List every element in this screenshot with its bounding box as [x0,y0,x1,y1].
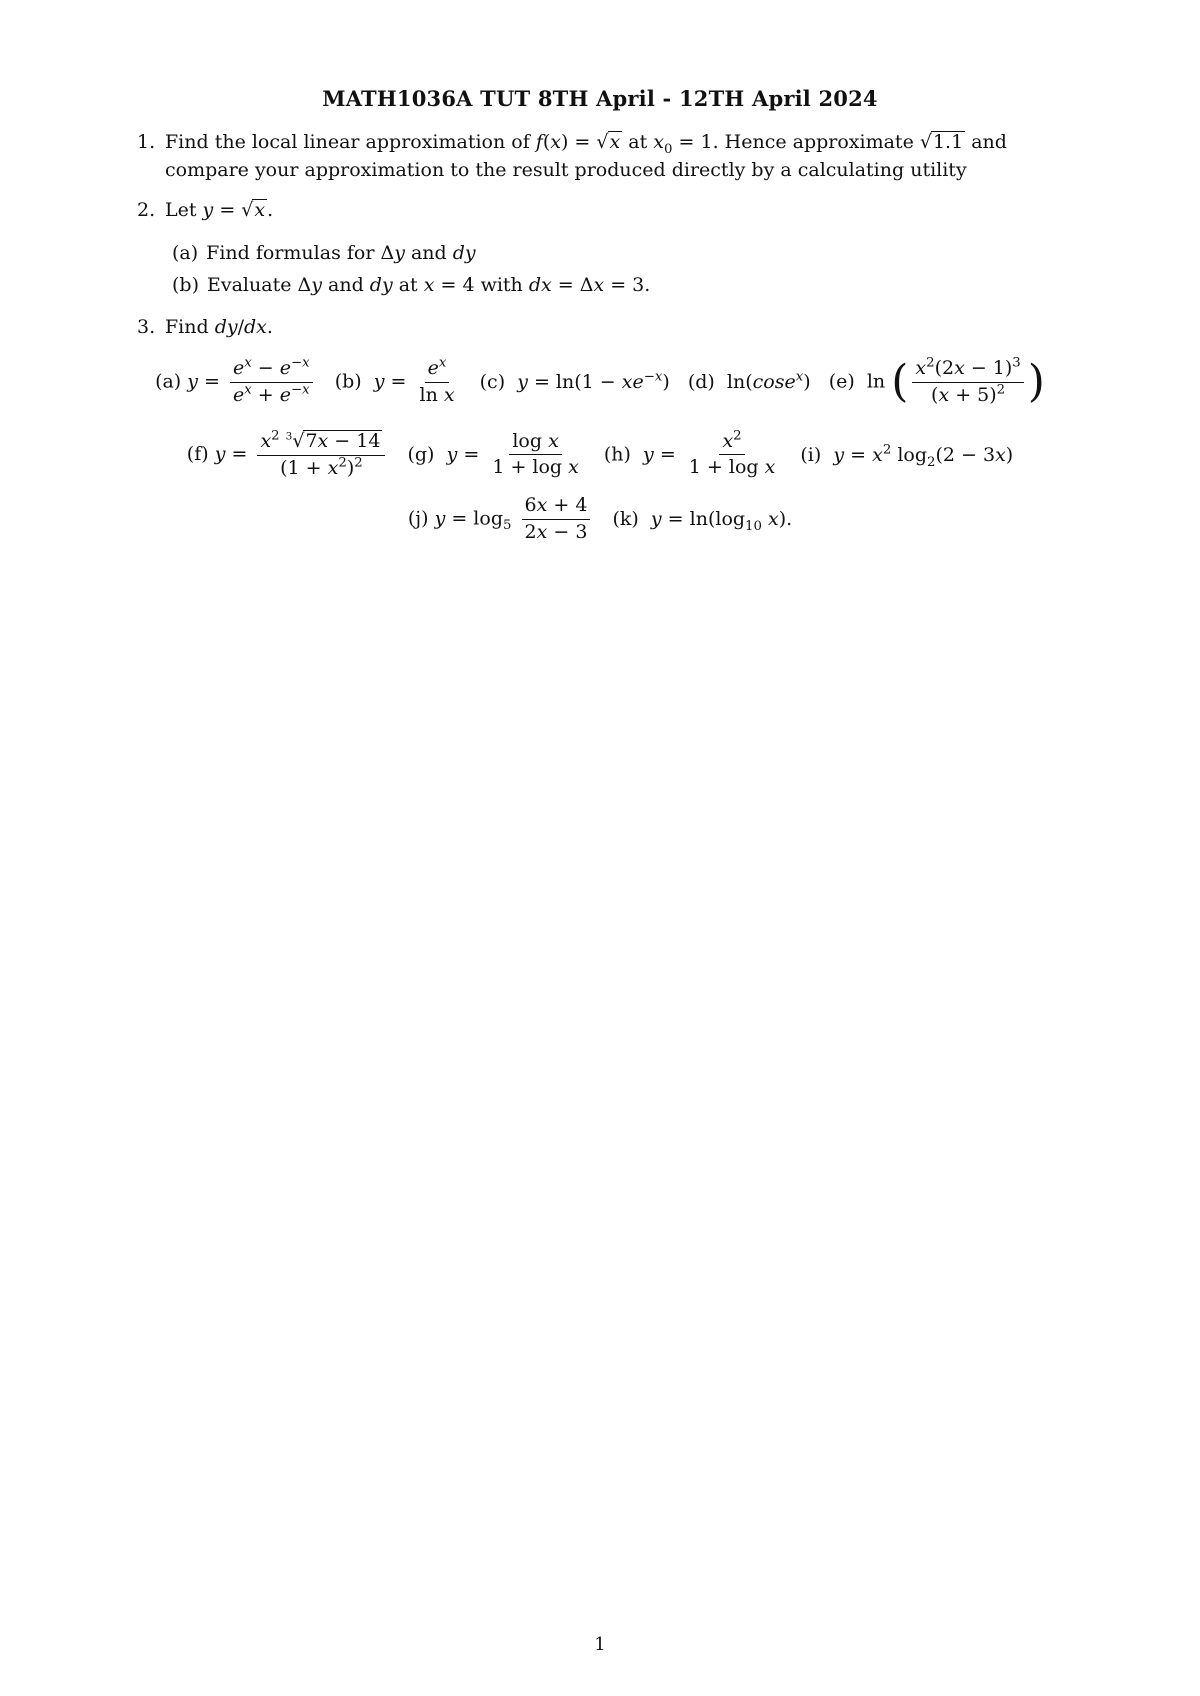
subpart-label: (a) [172,242,199,264]
question-text: Let [165,199,203,221]
question-text: Find the local linear approximation of [165,131,536,153]
question-number: 3. [137,316,156,338]
page-number: 1 [594,1634,606,1655]
subpart-2b: (b) Evaluate Δy and dy at x = 4 with dx = Δx = 3. [172,274,651,296]
formula-row-2 [0,430,1200,480]
question-text: at [622,131,654,153]
subpart-text: Find formulas for [206,242,381,264]
formula-e: (e) ln ( $\frac{x^2(2x - 1)^3}{(x + 5)^2}$ ) [828,355,1045,408]
formula-k: (k) $y = \ln(\log_{10}$ x). [612,508,793,535]
question-body: Let y = √x . [165,199,274,221]
formula-d: (d) ln(cose$^x$) [687,370,811,394]
question-body: Find the local linear approximation of f(x) = √x at $x_0 = 1$. Hence approximate √1.1 and compare your approximation to the result produced directly by a calculating utility [165,131,1007,181]
formula-i: (i) $y = x^2$ $\log_2(2 - 3x)$ [800,442,1014,470]
formula-c: (c) $y = \ln(1 - xe^{-x})$ [479,370,670,394]
formula-j: (j) $y = \log_5$ $\frac{6x + 4}{2x - 3}$ [408,495,595,544]
subpart-text: with [474,274,529,296]
formula-b: (b) y = $\frac{e^x}{\text{ln x}}$ [334,355,455,406]
question-text: Find [165,316,215,338]
question-text: . Hence approximate [712,131,920,153]
question-3 [137,313,1087,341]
page-title: MATH1036A TUT 8TH April - 12TH April 2024 [322,86,878,111]
question-1 [137,128,1087,184]
question-body: Find dy/dx. [165,316,273,338]
formula-row-3 [0,495,1200,544]
subpart-text: at [392,274,424,296]
formula-f: (f) y = $\frac{x^2 ^3√7x - 14}{(1 + x^2)^2}$ [187,430,390,480]
subpart-text: and [404,242,453,264]
subpart-text: Evaluate [207,274,298,296]
question-number: 2. [137,199,156,221]
formula-a: (a) y = $\frac{e^x - e^{-x}}{e^x + e^{-x}}$ [155,358,317,407]
question-2 [137,196,1087,224]
question-text: and compare your approximation to the result produced directly by a calculating utility [165,131,1007,181]
subpart-text: and [321,274,370,296]
question-number: 1. [137,131,156,153]
formula-row-1 [0,355,1200,408]
subpart-2a: (a) Find formulas for Δy and dy [172,242,476,264]
formula-h: (h) y = $\frac{x^2}{\text{1 + log x}}$ [603,428,776,479]
formula-g: (g) y = $\frac{\text{log x}}{\text{1 + log x}}$ [407,429,579,479]
subpart-label: (b) [172,274,199,296]
